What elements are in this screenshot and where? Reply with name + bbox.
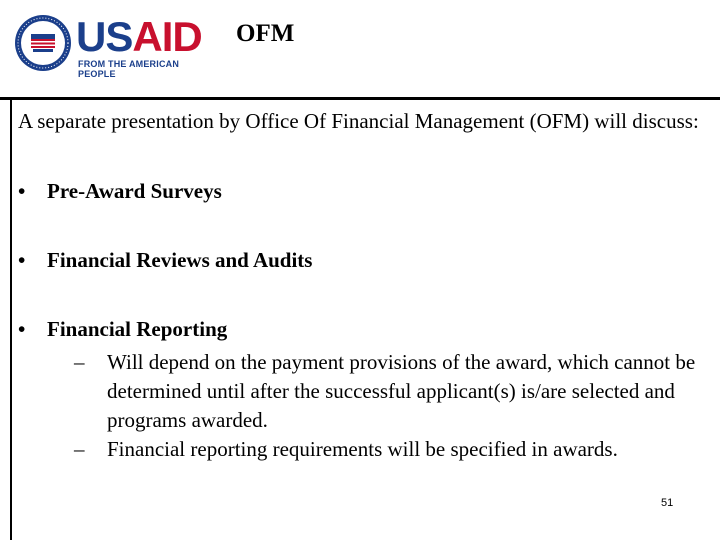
usaid-seal-icon [14,14,72,72]
wordmark-us: US [76,13,133,60]
usaid-logo [14,13,210,79]
bullet-list [18,178,708,464]
slide-title: OFM [236,20,295,47]
left-rule [10,100,12,540]
usaid-wordmark [76,13,202,60]
bullet-dot-icon: • [18,248,26,272]
bullet-item [18,247,708,273]
bullet-item [18,316,708,464]
bullet-item [18,178,708,204]
intro-text: A separate presentation by Office Of Financial Management (OFM) will discuss: [18,109,699,133]
page-number: 51 [661,497,674,509]
dash-icon: – [74,350,85,374]
title-divider [0,97,720,100]
sub-item-text: Will depend on the payment provisions of the award, which cannot be determined until after the successful applicant(s) is/are selected and programs awarded. [107,350,696,432]
bullet-dot-icon: • [18,179,26,203]
wordmark-aid: AID [132,13,202,60]
sub-item [74,435,708,464]
bullet-text: Pre-Award Surveys [47,179,222,203]
dash-icon: – [74,437,85,461]
sub-list [47,348,708,464]
bullet-text: Financial Reviews and Audits [47,248,313,272]
sub-item-text: Financial reporting requirements will be specified in awards. [107,437,618,461]
logo-tagline: FROM THE AMERICAN PEOPLE [78,59,180,79]
sub-item [74,348,708,435]
slide-body [18,108,708,464]
bullet-dot-icon: • [18,317,26,341]
bullet-text: Financial Reporting [47,317,228,341]
